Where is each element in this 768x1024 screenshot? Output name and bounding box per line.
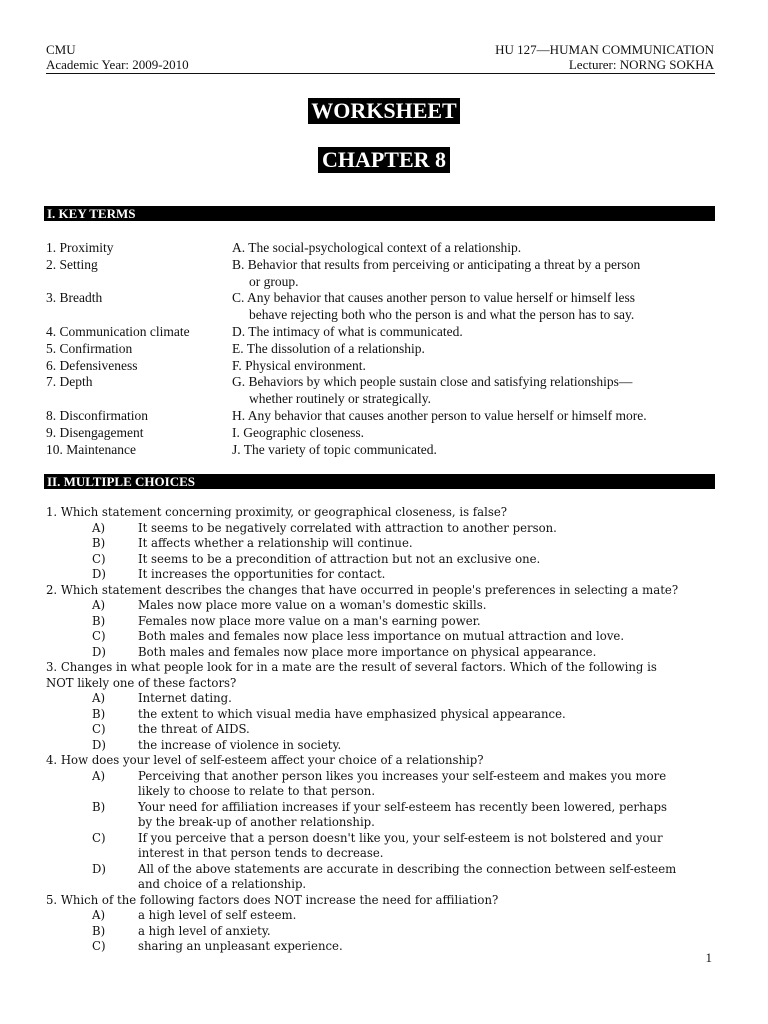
key-term-definition — [232, 442, 716, 459]
answer-option — [46, 769, 718, 800]
definition-line: H. Any behavior that causes another person to value herself or himself more. — [232, 407, 647, 423]
answer-option — [46, 800, 718, 831]
option-label: B) — [92, 536, 106, 550]
question-line: 3. Changes in what people look for in a mate are the result of several factors. Which of the following is — [46, 660, 657, 674]
definition-line: I. Geographic closeness. — [232, 424, 364, 440]
section-heading-key-terms: I. KEY TERMS — [44, 206, 715, 221]
option-line: Both males and females now place more importance on physical appearance. — [138, 644, 597, 659]
key-term-definition — [232, 374, 716, 408]
course-title: HU 127—HUMAN COMMUNICATION — [495, 42, 714, 57]
question-line: NOT likely one of these factors? — [46, 675, 237, 690]
question-text — [46, 583, 718, 599]
question-text — [46, 505, 718, 521]
option-text — [138, 691, 718, 707]
option-line: Internet dating. — [138, 691, 232, 705]
option-text — [138, 831, 718, 862]
key-term: 7. Depth — [46, 374, 93, 390]
question-block — [46, 583, 718, 661]
answer-option — [46, 645, 718, 661]
option-text — [138, 536, 718, 552]
definition-line: E. The dissolution of a relationship. — [232, 340, 425, 356]
definition-line: J. The variety of topic communicated. — [232, 441, 437, 457]
lecturer-name: Lecturer: NORNG SOKHA — [568, 57, 714, 72]
key-term-row — [46, 374, 716, 408]
key-term-definition — [232, 408, 716, 425]
key-term: 4. Communication climate — [46, 323, 190, 339]
option-line: Females now place more value on a man's earning power. — [138, 613, 481, 628]
option-label: D) — [92, 567, 106, 581]
definition-line: behave rejecting both who the person is and what the person has to say. — [249, 307, 635, 323]
key-terms-list — [46, 240, 716, 458]
option-label: A) — [92, 908, 106, 922]
key-term-definition — [232, 341, 716, 358]
option-line: Both males and females now place less importance on mutual attraction and love. — [138, 629, 625, 643]
option-label: C) — [92, 722, 106, 736]
key-term-row — [46, 425, 716, 442]
question-text — [46, 660, 718, 691]
option-text — [138, 645, 718, 661]
key-term-definition — [232, 240, 716, 257]
answer-option — [46, 691, 718, 707]
option-label: A) — [92, 768, 106, 783]
option-text — [138, 598, 718, 614]
option-text — [138, 924, 718, 940]
option-line: Perceiving that another person likes you increases your self-esteem and makes you more — [138, 768, 667, 783]
option-line: the extent to which visual media have emphasized physical appearance. — [138, 706, 566, 721]
key-term-row — [46, 358, 716, 375]
option-label: B) — [92, 706, 106, 721]
question-block — [46, 893, 718, 955]
option-text — [138, 552, 718, 568]
answer-option — [46, 521, 718, 537]
option-line: the threat of AIDS. — [138, 722, 250, 736]
key-term-row — [46, 341, 716, 358]
option-label: C) — [92, 830, 106, 845]
key-term-row — [46, 408, 716, 425]
question-line: 2. Which statement describes the changes that have occurred in people's preferences in selecting a mate? — [46, 582, 679, 597]
answer-option — [46, 939, 718, 955]
option-label: B) — [92, 799, 106, 814]
option-line: by the break-up of another relationship. — [138, 815, 375, 829]
answer-option — [46, 722, 718, 738]
question-block — [46, 753, 718, 893]
option-label: A) — [92, 520, 106, 535]
key-term: 3. Breadth — [46, 290, 103, 306]
question-block — [46, 660, 718, 753]
option-line: interest in that person tends to decrease. — [138, 846, 384, 860]
option-line: Males now place more value on a woman's domestic skills. — [138, 598, 487, 612]
option-line: and choice of a relationship. — [138, 877, 307, 891]
option-text — [138, 908, 718, 924]
multiple-choice-list — [46, 505, 718, 955]
option-line: likely to choose to relate to that person. — [138, 784, 376, 798]
option-label: B) — [92, 613, 106, 628]
key-term-definition — [232, 425, 716, 442]
option-text — [138, 862, 718, 893]
question-text — [46, 893, 718, 909]
option-line: a high level of anxiety. — [138, 923, 271, 938]
key-term: 6. Defensiveness — [46, 357, 138, 373]
chapter-title: CHAPTER 8 — [318, 147, 450, 173]
definition-line: D. The intimacy of what is communicated. — [232, 323, 463, 339]
key-term: 10. Maintenance — [46, 441, 136, 457]
option-line: It increases the opportunities for contact. — [138, 567, 386, 581]
answer-option — [46, 536, 718, 552]
option-label: A) — [92, 598, 106, 612]
option-text — [138, 769, 718, 800]
option-text — [138, 707, 718, 723]
definition-line: G. Behaviors by which people sustain close and satisfying relationships— — [232, 374, 633, 390]
worksheet-title-block — [0, 98, 768, 124]
definition-line: A. The social-psychological context of a relationship. — [232, 240, 522, 255]
option-line: It seems to be negatively correlated with attraction to another person. — [138, 520, 557, 535]
option-text — [138, 800, 718, 831]
institution-name: CMU — [46, 42, 76, 57]
question-line: 1. Which statement concerning proximity, or geographical closeness, is false? — [46, 505, 508, 519]
answer-option — [46, 707, 718, 723]
answer-option — [46, 908, 718, 924]
key-term: 8. Disconfirmation — [46, 407, 148, 423]
option-label: B) — [92, 923, 106, 938]
header-left — [46, 42, 189, 72]
option-label: C) — [92, 629, 106, 643]
option-text — [138, 738, 718, 754]
option-line: a high level of self esteem. — [138, 908, 297, 922]
option-line: All of the above statements are accurate in describing the connection between self-esteem — [138, 861, 677, 876]
option-line: If you perceive that a person doesn't like you, your self-esteem is not bolstered and your — [138, 830, 663, 845]
option-line: It seems to be a precondition of attraction but not an exclusive one. — [138, 551, 541, 566]
option-text — [138, 567, 718, 583]
header-right — [495, 42, 714, 72]
option-text — [138, 614, 718, 630]
key-term-definition — [232, 324, 716, 341]
option-text — [138, 629, 718, 645]
key-term: 5. Confirmation — [46, 340, 133, 356]
option-line: Your need for affiliation increases if your self-esteem has recently been lowered, perhaps — [138, 799, 667, 814]
chapter-title-block — [0, 147, 768, 173]
question-line: 4. How does your level of self-esteem affect your choice of a relationship? — [46, 753, 484, 767]
answer-option — [46, 567, 718, 583]
answer-option — [46, 629, 718, 645]
question-text — [46, 753, 718, 769]
option-label: A) — [92, 691, 106, 705]
option-label: D) — [92, 644, 106, 659]
key-term-row — [46, 324, 716, 341]
key-term-row — [46, 290, 716, 324]
key-term-definition — [232, 290, 716, 324]
definition-line: F. Physical environment. — [232, 357, 366, 373]
question-block — [46, 505, 718, 583]
answer-option — [46, 862, 718, 893]
page-number: 1 — [705, 950, 712, 965]
option-line: the increase of violence in society. — [138, 737, 342, 752]
option-line: sharing an unpleasant experience. — [138, 939, 343, 953]
key-term: 9. Disengagement — [46, 424, 144, 440]
option-text — [138, 521, 718, 537]
answer-option — [46, 738, 718, 754]
key-term-row — [46, 257, 716, 291]
worksheet-title: WORKSHEET — [308, 98, 459, 124]
key-term-row — [46, 442, 716, 459]
section-heading-multiple-choices: II. MULTIPLE CHOICES — [44, 474, 715, 489]
answer-option — [46, 614, 718, 630]
answer-option — [46, 598, 718, 614]
academic-year: Academic Year: 2009-2010 — [46, 57, 189, 72]
option-label: C) — [92, 551, 106, 566]
key-term-row — [46, 240, 716, 257]
definition-line: B. Behavior that results from perceiving or anticipating a threat by a person — [232, 256, 641, 272]
option-text — [138, 939, 718, 955]
definition-line: or group. — [249, 273, 299, 289]
definition-line: whether routinely or strategically. — [249, 391, 432, 407]
option-label: C) — [92, 939, 106, 953]
key-term: 2. Setting — [46, 256, 98, 272]
answer-option — [46, 924, 718, 940]
option-text — [138, 722, 718, 738]
answer-option — [46, 831, 718, 862]
definition-line: C. Any behavior that causes another person to value herself or himself less — [232, 290, 636, 306]
header-divider — [46, 73, 715, 74]
option-label: D) — [92, 861, 106, 876]
key-term: 1. Proximity — [46, 240, 114, 255]
answer-option — [46, 552, 718, 568]
key-term-definition — [232, 257, 716, 291]
question-line: 5. Which of the following factors does NOT increase the need for affiliation? — [46, 892, 499, 907]
option-line: It affects whether a relationship will continue. — [138, 536, 413, 550]
key-term-definition — [232, 358, 716, 375]
option-label: D) — [92, 737, 106, 752]
